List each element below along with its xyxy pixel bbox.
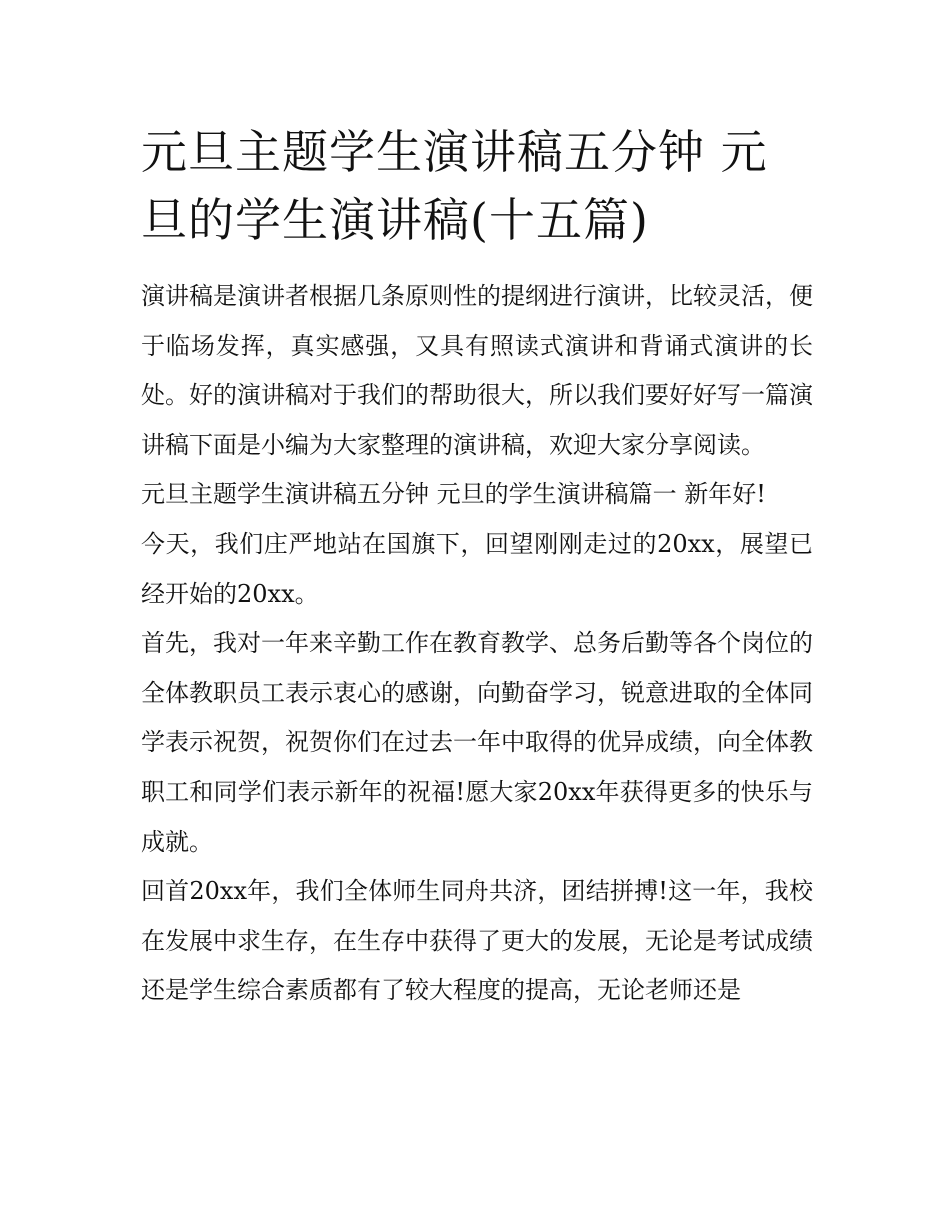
document-content bbox=[141, 118, 813, 1016]
document-title: 元旦主题学生演讲稿五分钟 元旦的学生演讲稿(十五篇) bbox=[141, 125, 768, 247]
paragraph-opening: 今天，我们庄严地站在国旗下，回望刚刚走过的20xx，展望已经开始的20xx。 bbox=[141, 529, 813, 608]
paragraph-thanks: 首先，我对一年来辛勤工作在教育教学、总务后勤等各个岗位的全体教职员工表示衷心的感谢，向勤奋学习，锐意进取的全体同学表示祝贺，祝贺你们在过去一年中取得的优异成绩，向全体教职工和同学们表示新年的祝福!愿大家20xx年获得更多的快乐与成就。 bbox=[141, 629, 813, 856]
paragraph-section-heading: 元旦主题学生演讲稿五分钟 元旦的学生演讲稿篇一 新年好! bbox=[141, 480, 766, 509]
document-body bbox=[141, 272, 813, 1016]
paragraph-review: 回首20xx年，我们全体师生同舟共济，团结拼搏!这一年，我校在发展中求生存，在生存中获得了更大的发展，无论是考试成绩还是学生综合素质都有了较大程度的提高，无论老师还是 bbox=[141, 877, 813, 1005]
paragraph-intro: 演讲稿是演讲者根据几条原则性的提纲进行演讲，比较灵活，便于临场发挥，真实感强，又具有照读式演讲和背诵式演讲的长处。好的演讲稿对于我们的帮助很大，所以我们要好好写一篇演讲稿下面是小编为大家整理的演讲稿，欢迎大家分享阅读。 bbox=[141, 282, 813, 459]
